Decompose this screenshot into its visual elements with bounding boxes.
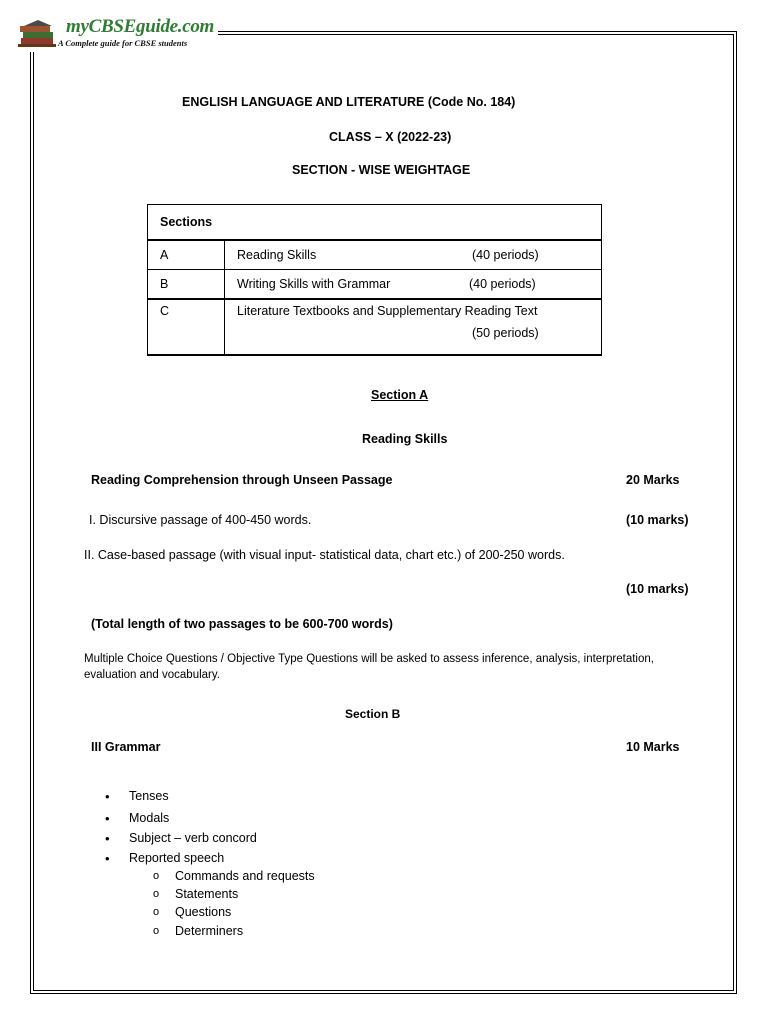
grammar-topic: III Grammar: [91, 740, 161, 754]
passage-item-1: I. Discursive passage of 400-450 words.: [89, 513, 312, 527]
sub-list-item: Questions: [175, 905, 232, 919]
sub-list-item: Statements: [175, 887, 239, 901]
table-header: Sections: [148, 205, 602, 241]
section-periods: (40 periods): [472, 248, 539, 262]
table-row: [148, 240, 602, 270]
list-item: Modals: [129, 811, 170, 825]
passage-item-1-marks: (10 marks): [626, 513, 689, 527]
bullet-icon: •: [105, 851, 110, 866]
document-title: ENGLISH LANGUAGE AND LITERATURE (Code No. 184): [182, 95, 516, 109]
total-length-note: (Total length of two passages to be 600-700 words): [91, 617, 393, 631]
circle-bullet-icon: o: [153, 888, 160, 900]
list-item: Subject – verb concord: [129, 831, 257, 845]
reading-topic: Reading Comprehension through Unseen Passage: [91, 473, 393, 487]
sections-table: [147, 204, 602, 356]
section-name: Writing Skills with Grammar: [237, 277, 391, 291]
list-item: Reported speech: [129, 851, 225, 865]
bullet-icon: •: [105, 811, 110, 826]
section-b-heading: Section B: [345, 707, 401, 721]
weightage-heading: SECTION - WISE WEIGHTAGE: [292, 163, 471, 177]
section-letter: A: [148, 240, 225, 270]
section-periods: (40 periods): [469, 277, 536, 291]
section-cell: [225, 270, 602, 300]
sub-list-item: Commands and requests: [175, 869, 315, 883]
bullet-icon: •: [105, 831, 110, 846]
logo-name: myCBSEguide.com: [66, 16, 215, 37]
section-name: Reading Skills: [237, 248, 317, 262]
list-item: Tenses: [129, 789, 169, 803]
passage-item-2: II. Case-based passage (with visual input- statistical data, chart etc.) of 200-250 words.: [84, 548, 565, 562]
reading-topic-marks: 20 Marks: [626, 473, 680, 487]
sub-list-item: Determiners: [175, 924, 244, 938]
site-logo[interactable]: [18, 16, 218, 52]
table-row: [148, 299, 602, 355]
section-a-heading: Section A: [371, 388, 429, 402]
circle-bullet-icon: o: [153, 870, 160, 882]
table-row: [148, 270, 602, 300]
circle-bullet-icon: o: [153, 925, 160, 937]
logo-tagline: A Complete guide for CBSE students: [58, 38, 188, 48]
section-cell: [225, 299, 602, 355]
section-letter: C: [148, 299, 225, 355]
reading-skills-heading: Reading Skills: [362, 432, 448, 446]
books-icon: [18, 18, 58, 50]
grammar-topic-marks: 10 Marks: [626, 740, 680, 754]
mcq-note-line-2: evaluation and vocabulary.: [84, 669, 220, 681]
passage-item-2-marks: (10 marks): [626, 582, 689, 596]
class-label: CLASS – X (2022-23): [329, 130, 452, 144]
section-cell: [225, 240, 602, 270]
bullet-icon: •: [105, 789, 110, 804]
mcq-note-line-1: Multiple Choice Questions / Objective Type Questions will be asked to assess inference, analysis, interpretation,: [84, 653, 654, 665]
section-letter: B: [148, 270, 225, 300]
section-periods: (50 periods): [472, 326, 539, 340]
circle-bullet-icon: o: [153, 906, 160, 918]
section-name: Literature Textbooks and Supplementary Reading Text: [237, 304, 538, 318]
